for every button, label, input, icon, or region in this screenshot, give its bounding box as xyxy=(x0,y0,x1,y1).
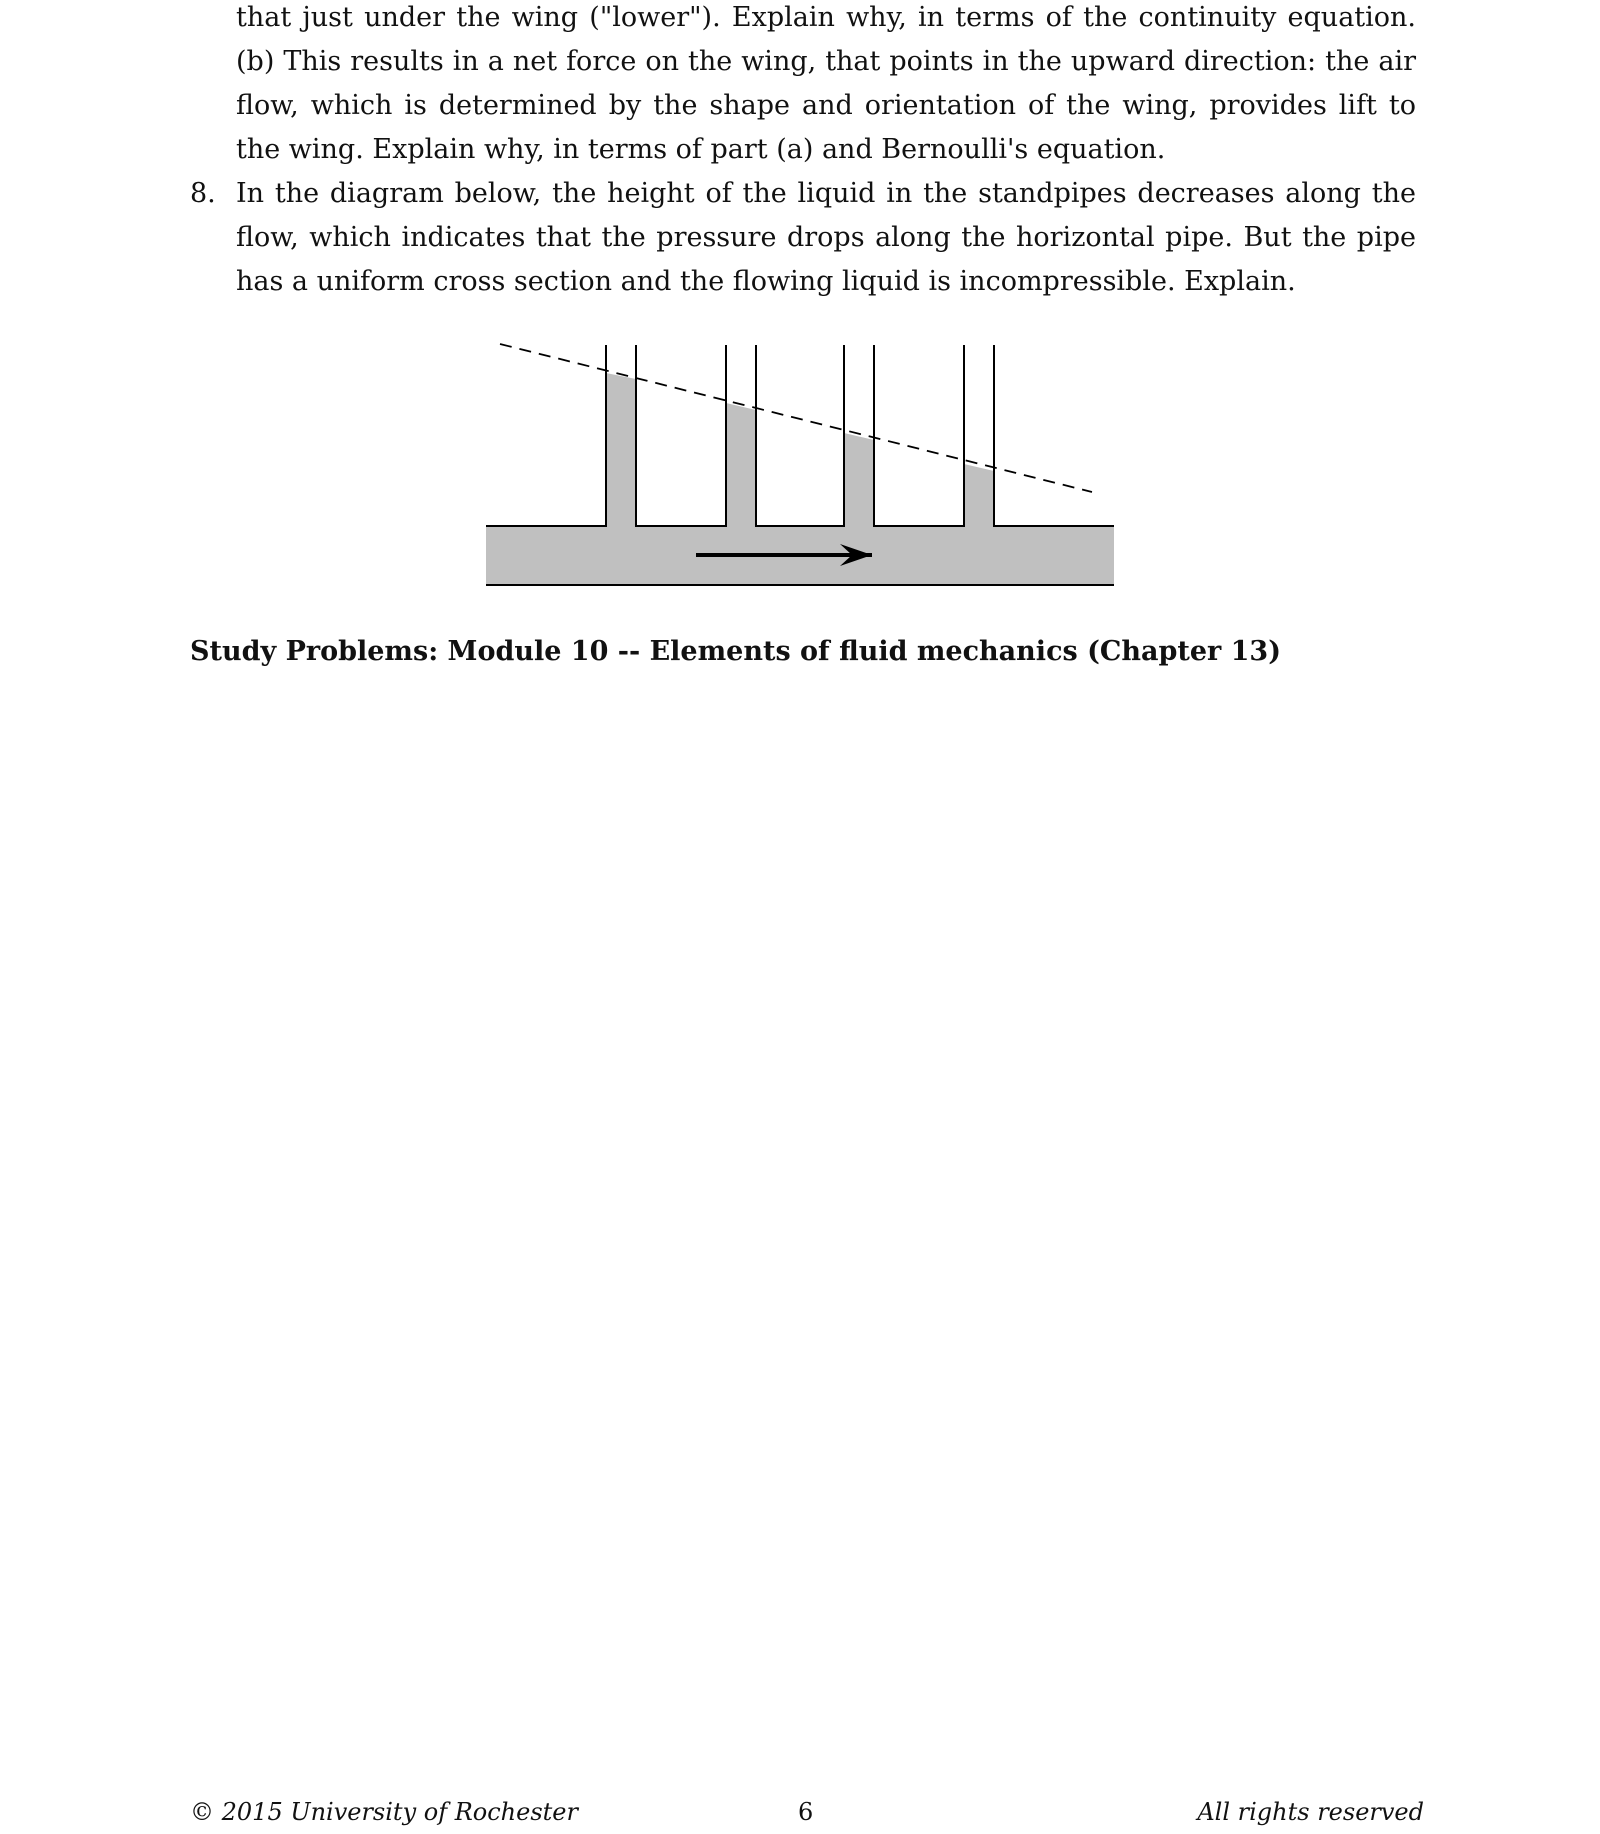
footer-copyright: © 2015 University of Rochester xyxy=(190,1798,578,1826)
item7-line-4: the wing. Explain why, in terms of part (a) and Bernoulli's equation. xyxy=(236,134,1166,165)
item7-line-1: that just under the wing ("lower"). Explain why, in terms of the continuity equation. xyxy=(236,2,1416,33)
item8-line-2: flow, which indicates that the pressure drops along the horizontal pipe. But the pipe xyxy=(236,222,1416,253)
item8-line-3: has a uniform cross section and the flowing liquid is incompressible. Explain. xyxy=(236,266,1296,297)
item-8-body xyxy=(236,172,1416,304)
section-heading: Study Problems: Module 10 -- Elements of fluid mechanics (Chapter 13) xyxy=(190,636,1281,667)
item-8-number: 8. xyxy=(190,178,216,209)
footer-rights: All rights reserved xyxy=(1197,1798,1424,1826)
standpipe-diagram xyxy=(480,330,1120,600)
footer-page-number: 6 xyxy=(798,1798,814,1826)
item7-line-2: (b) This results in a net force on the wing, that points in the upward direction: the air xyxy=(236,46,1416,77)
item7-line-3: flow, which is determined by the shape and orientation of the wing, provides lift to xyxy=(236,90,1416,121)
pressure-gradient-dashed-line xyxy=(500,344,1092,492)
standpipe-3-liquid xyxy=(844,433,874,527)
item7-continuation xyxy=(236,0,1416,172)
standpipe-1-liquid xyxy=(606,373,636,527)
pipe-outline xyxy=(486,345,1114,526)
standpipe-2-liquid xyxy=(726,403,756,527)
item8-line-1: In the diagram below, the height of the liquid in the standpipes decreases along the xyxy=(236,178,1416,209)
standpipe-4-liquid xyxy=(964,464,994,527)
